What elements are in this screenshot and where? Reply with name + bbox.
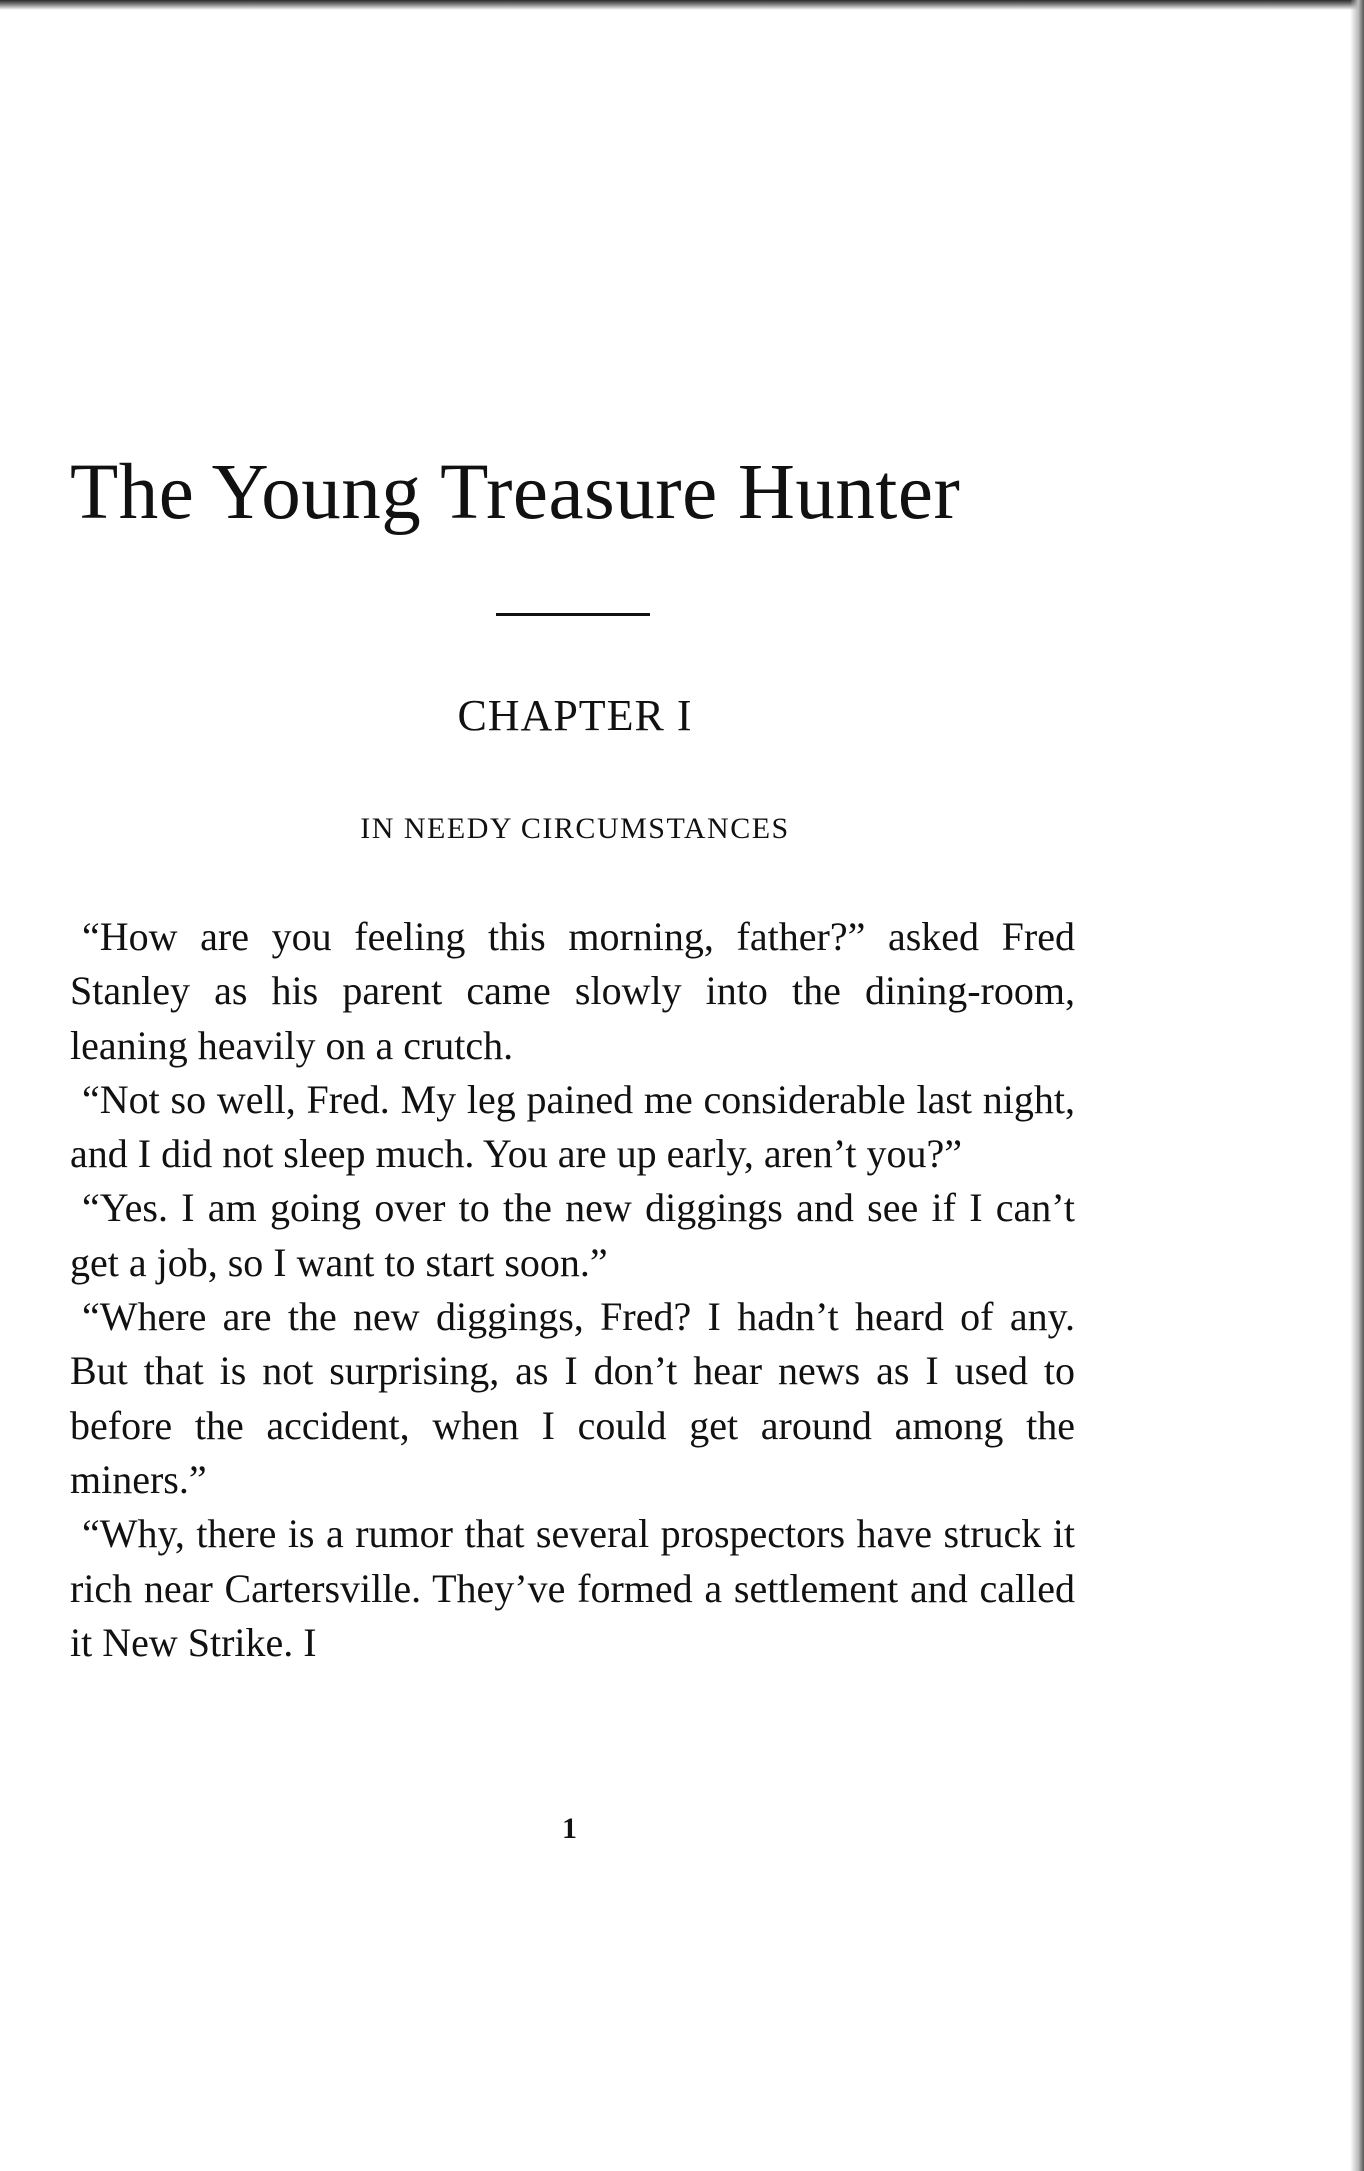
paragraph: “How are you feeling this morning, father?” asked Fred Stanley as his parent came slowly into the dining-room, leaning heavily on a crutch. bbox=[70, 914, 1075, 1068]
paragraph: “Yes. I am going over to the new diggings and see if I can’t get a job, so I want to start soon.” bbox=[70, 1185, 1075, 1285]
paragraph: “Where are the new diggings, Fred? I hadn’t heard of any. But that is not surprising, as I don’t hear news as I used to before the accident, when I could get around among the miners.” bbox=[70, 1294, 1075, 1502]
chapter-heading: CHAPTER I bbox=[457, 691, 693, 740]
paragraph: “Why, there is a rumor that several prospectors have struck it rich near Cartersville. They’ve formed a settlement and called it New Strike. I bbox=[70, 1511, 1075, 1665]
book-title: The Young Treasure Hunter bbox=[70, 449, 961, 536]
paragraph: “Not so well, Fred. My leg pained me considerable last night, and I did not sleep much. You are up early, aren’t you?” bbox=[70, 1076, 1075, 1177]
page-number: 1 bbox=[562, 1812, 577, 1845]
body-text bbox=[70, 910, 1075, 1670]
page-right-edge bbox=[1350, 0, 1364, 2171]
page-top-edge bbox=[0, 0, 1364, 10]
chapter-title: IN NEEDY CIRCUMSTANCES bbox=[360, 812, 790, 845]
title-divider bbox=[496, 613, 650, 616]
